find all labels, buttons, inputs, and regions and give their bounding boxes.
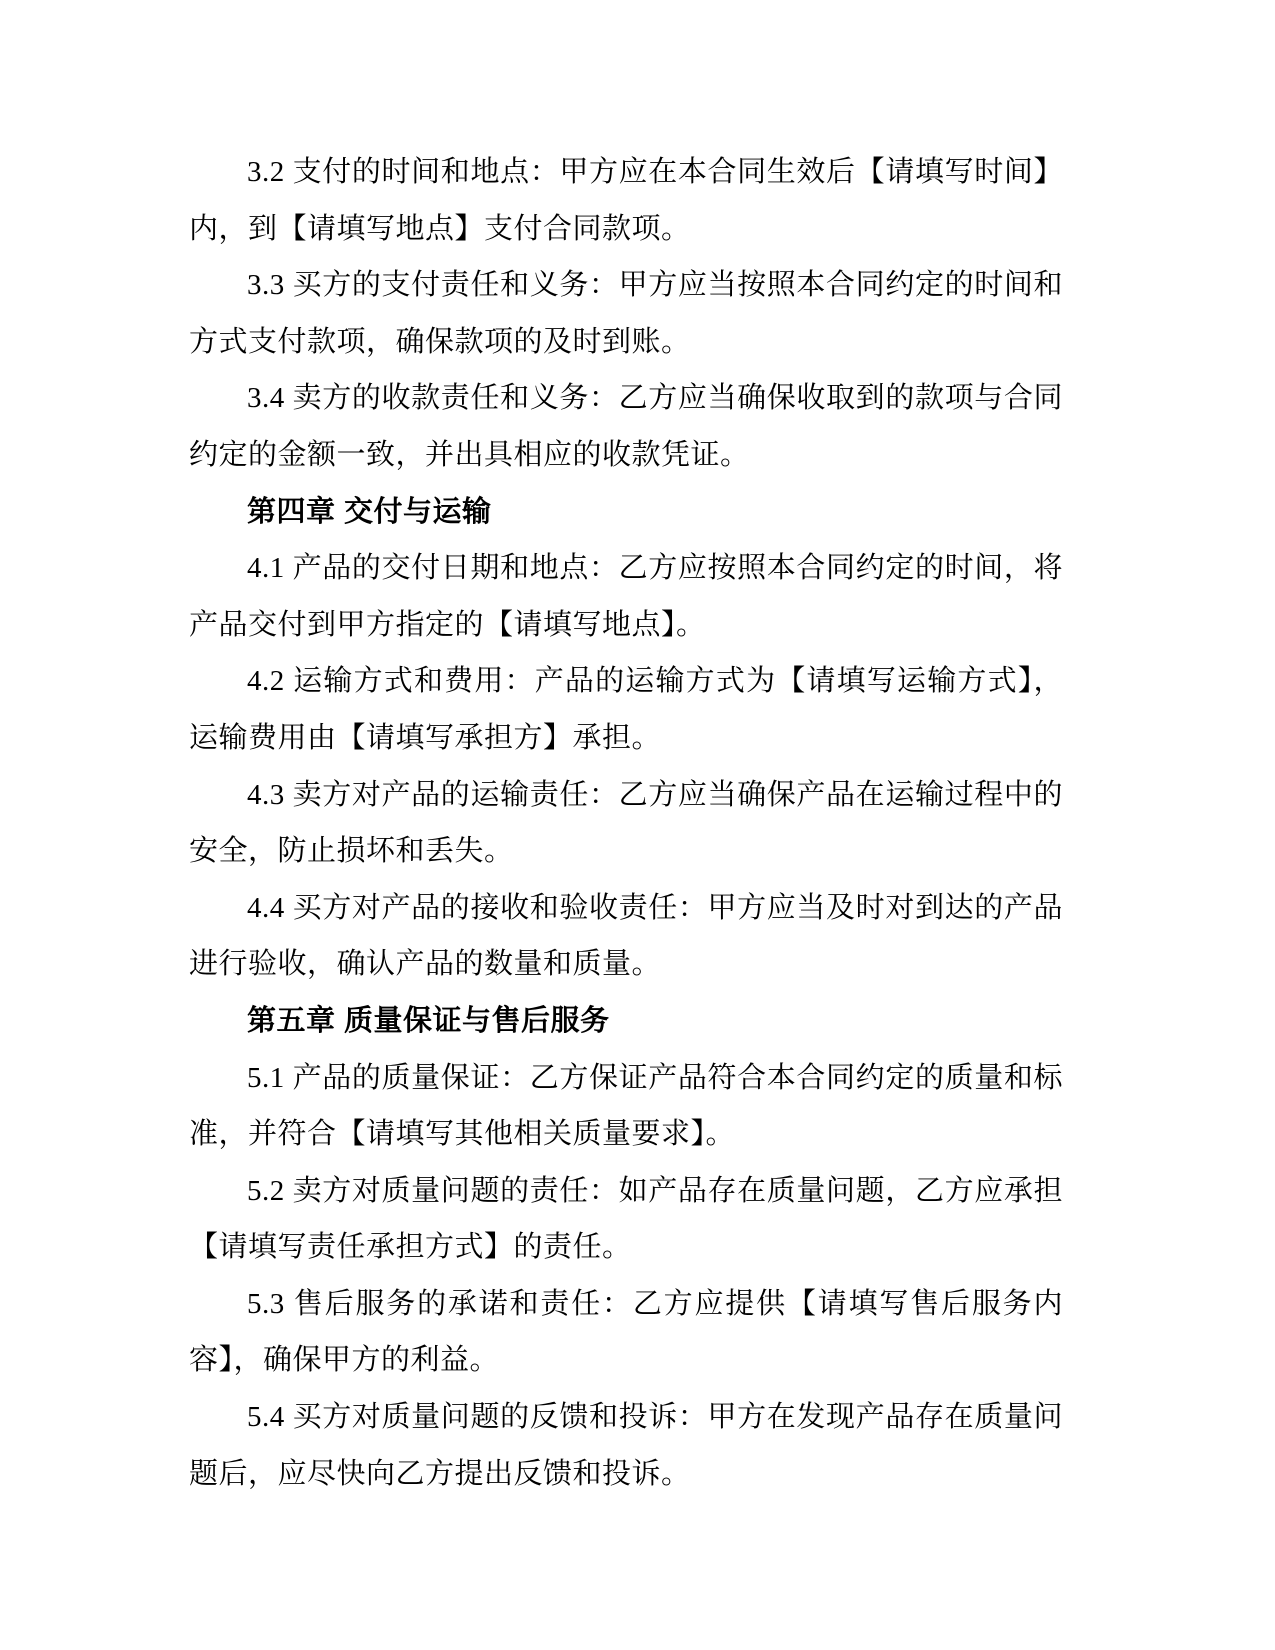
chapter-5-heading: 第五章 质量保证与售后服务 [247,1004,610,1037]
clause-4-4: 4.4 买方对产品的接收和验收责任：甲方应当及时对到达的产品进行验收，确认产品的数量和质量。 [189,891,1063,981]
clause-4-1: 4.1 产品的交付日期和地点：乙方应按照本合同约定的时间，将产品交付到甲方指定的【请填写地点】。 [189,552,1063,641]
clause-4-3: 4.3 卖方对产品的运输责任：乙方应当确保产品在运输过程中的安全，防止损坏和丢失。 [189,778,1063,868]
clause-5-1: 5.1 产品的质量保证：乙方保证产品符合本合同约定的质量和标准，并符合【请填写其他相关质量要求】。 [189,1061,1063,1151]
clause-5-4: 5.4 买方对质量问题的反馈和投诉：甲方在发现产品存在质量问题后，应尽快向乙方提出反馈和投诉。 [189,1401,1063,1490]
chapter-4-heading: 第四章 交付与运输 [247,495,492,528]
clause-3-4: 3.4 卖方的收款责任和义务：乙方应当确保收取到的款项与合同约定的金额一致，并出具相应的收款凭证。 [189,382,1063,471]
clause-5-3: 5.3 售后服务的承诺和责任：乙方应提供【请填写售后服务内容】，确保甲方的利益。 [189,1287,1063,1377]
document-page [189,144,1063,1502]
clause-3-3: 3.3 买方的支付责任和义务：甲方应当按照本合同约定的时间和方式支付款项，确保款项的及时到账。 [189,269,1063,358]
clause-4-2: 4.2 运输方式和费用：产品的运输方式为【请填写运输方式】，运输费用由【请填写承担方】承担。 [189,665,1063,754]
clause-3-2: 3.2 支付的时间和地点：甲方应在本合同生效后【请填写时间】内，到【请填写地点】支付合同款项。 [189,156,1063,245]
clause-5-2: 5.2 卖方对质量问题的责任：如产品存在质量问题，乙方应承担【请填写责任承担方式】的责任。 [189,1174,1063,1264]
